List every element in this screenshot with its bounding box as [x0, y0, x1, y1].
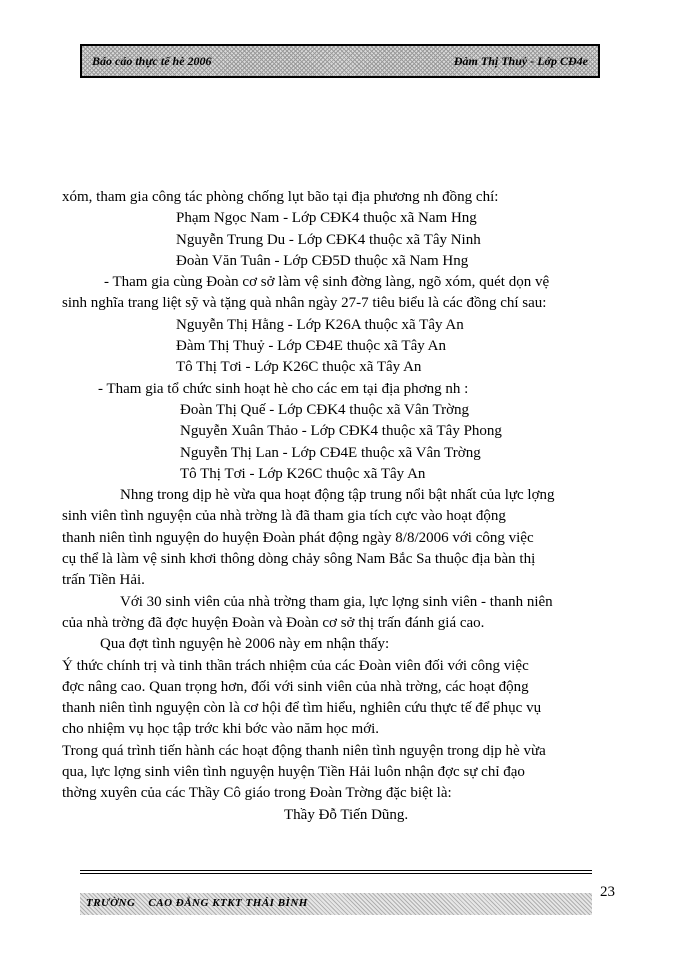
footer-divider	[80, 873, 592, 874]
name-line: Nguyễn Xuân Thảo - Lớp CĐK4 thuộc xã Tây Phong	[180, 423, 502, 440]
name-line: Phạm Ngọc Nam - Lớp CĐK4 thuộc xã Nam Hng	[176, 210, 477, 227]
body-line: sinh viên tình nguyện của nhà trờng là đã tham gia tích cực vào hoạt động	[62, 508, 506, 525]
footer-divider	[80, 870, 592, 871]
body-line: - Tham gia tổ chức sinh hoạt hè cho các em tại địa phơng nh :	[98, 380, 469, 397]
name-line: Đoàn Văn Tuân - Lớp CĐ5D thuộc xã Nam Hng	[176, 252, 469, 269]
paragraph-first-line: Nhng trong dịp hè vừa qua hoạt động tập trung nổi bật nhất của lực lợng	[120, 487, 555, 504]
body-line: xóm, tham gia công tác phòng chống lụt bão tại địa phương nh đồng chí:	[62, 189, 499, 205]
body-line: thờng xuyên của các Thầy Cô giáo trong Đoàn Trờng đặc biệt là:	[62, 785, 452, 802]
body-line: sinh nghĩa trang liệt sỹ và tặng quà nhân ngày 27-7 tiêu biểu là các đồng chí sau:	[62, 295, 547, 312]
paragraph-first-line: Qua đợt tình nguyện hè 2006 này em nhận thấy:	[100, 636, 390, 653]
name-line: Đàm Thị Thuỷ - Lớp CĐ4E thuộc xã Tây An	[176, 338, 446, 355]
body-line: thanh niên tình nguyện do huyện Đoàn phát động ngày 8/8/2006 với công việc	[62, 529, 534, 546]
signature-name: Thầy Đỗ Tiến Dũng.	[284, 806, 409, 823]
document-body	[62, 187, 622, 826]
page-header	[80, 44, 600, 78]
name-line: Tô Thị Tơi - Lớp K26C thuộc xã Tây An	[180, 465, 426, 482]
body-line: cụ thể là làm vệ sinh khơi thông dòng chảy sông Nam Bắc Sa thuộc địa bàn thị	[62, 551, 536, 568]
body-line: qua, lực lợng sinh viên tình nguyện huyện Tiền Hải luôn nhận đợc sự chỉ đạo	[62, 764, 525, 781]
body-line: trấn Tiền Hải.	[62, 572, 145, 589]
name-line: Nguyễn Trung Du - Lớp CĐK4 thuộc xã Tây Ninh	[176, 231, 481, 248]
body-line: thanh niên tình nguyện còn là cơ hội để tìm hiểu, nghiên cứu thực tế để phục vụ	[62, 700, 542, 717]
body-line: Trong quá trình tiến hành các hoạt động thanh niên tình nguyện trong dịp hè vừa	[62, 742, 546, 759]
page-number: 23	[600, 884, 615, 900]
name-line: Nguyễn Thị Hằng - Lớp K26A thuộc xã Tây An	[176, 316, 464, 333]
name-line: Đoàn Thị Quế - Lớp CĐK4 thuộc xã Vân Trờng	[180, 401, 470, 418]
header-author: Đàm Thị Thuỷ - Lớp CĐ4e	[453, 54, 588, 68]
body-line: Ý thức chính trị và tinh thần trách nhiệm của các Đoàn viên đối với công việc	[62, 657, 529, 674]
body-line: của nhà trờng đã đợc huyện Đoàn và Đoàn cơ sở thị trấn đánh giá cao.	[62, 614, 485, 631]
body-line: đợc nâng cao. Quan trọng hơn, đối với sinh viên của nhà trờng, các hoạt động	[62, 678, 529, 695]
footer-school-name: TRƯỜNG CAO ĐẲNG KTKT THÁI BÌNH	[86, 897, 308, 909]
body-line: - Tham gia cùng Đoàn cơ sở làm vệ sinh đờng làng, ngõ xóm, quét dọn vệ	[104, 274, 550, 291]
body-line: cho nhiệm vụ học tập trớc khi bớc vào năm học mới.	[62, 721, 380, 738]
header-report-title: Báo cáo thực tế hè 2006	[92, 54, 212, 68]
name-line: Tô Thị Tơi - Lớp K26C thuộc xã Tây An	[176, 359, 422, 376]
paragraph-first-line: Với 30 sinh viên của nhà trờng tham gia, lực lợng sinh viên - thanh niên	[120, 593, 553, 610]
name-line: Nguyễn Thị Lan - Lớp CĐ4E thuộc xã Vân Trờng	[180, 444, 481, 461]
